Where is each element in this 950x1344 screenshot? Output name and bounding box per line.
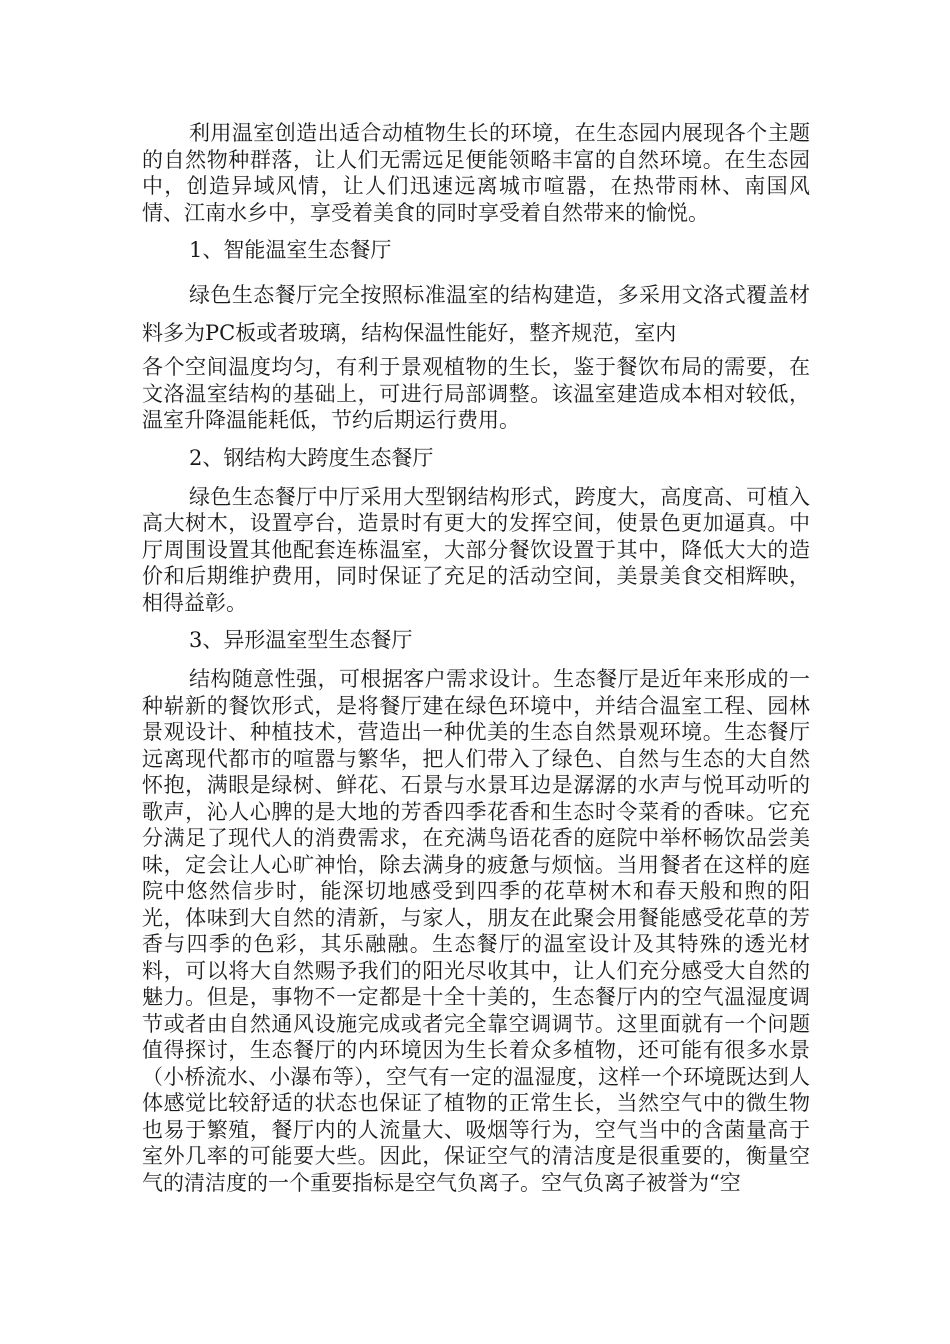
- section-heading-3: 3、异形温室型生态餐厅: [189, 628, 413, 652]
- paragraph-section-3: 结构随意性强，可根据客户需求设计。生态餐厅是近年来形成的一种崭新的餐饮形式，是将餐厅建在绿色环境中，并结合温室工程、园林景观设计、种植技术，营造出一种优美的生态自然景观环境。生态餐厅远离现代都市的喧嚣与繁华，把人们带入了绿色、自然与生态的大自然怀抱，满眼是绿树、鲜花、石景与水景耳边是潺潺的水声与悦耳动听的歌声，沁人心脾的是大地的芳香四季花香和生态时令菜肴的香味。它充分满足了现代人的消费需求，在充满鸟语花香的庭院中举杯畅饮品尝美味，定会让人心旷神怡，除去满身的疲惫与烦恼。当用餐者在这样的庭院中悠然信步时，能深切地感受到四季的花草树木和春天般和煦的阳光，体味到大自然的清新，与家人，朋友在此聚会用餐能感受花草的芳香与四季的色彩，其乐融融。生态餐厅的温室设计及其特殊的透光材料，可以将大自然赐予我们的阳光尽收其中，让人们充分感受大自然的魅力。但是，事物不一定都是十全十美的，生态餐厅内的空气温湿度调节或者由自然通风设施完成或者完全靠空调调节。这里面就有一个问题值得探讨，生态餐厅的内环境因为生长着众多植物，还可能有很多水景（小桥流水、小瀑布等），空气有一定的温湿度，这样一个环境既达到人体感觉比较舒适的状态也保证了植物的正常生长，当然空气中的微生物也易于繁殖，餐厅内的人流量大、吸烟等行为，空气当中的含菌量高于室外几率的可能要大些。因此，保证空气的清洁度是很重要的，衡量空气的清洁度的一个重要指标是空气负离子。空气负离子被誉为“空: [142, 667, 810, 1195]
- section-heading-2: 2、钢结构大跨度生态餐厅: [189, 445, 434, 470]
- paragraph-section-1-part-1: 绿色生态餐厅完全按照标准温室的结构建造，多采用文洛式覆盖材料多为PC板或者玻璃，结构保温性能好，整齐规范，室内: [142, 283, 810, 345]
- document-body: [142, 120, 810, 1196]
- paragraph-section-1-part-2: 各个空间温度均匀，有利于景观植物的生长，鉴于餐饮布局的需要，在文洛温室结构的基础上，可进行局部调整。该温室建造成本相对较低，温室升降温能耗低，节约后期运行费用。: [142, 355, 810, 432]
- paragraph-section-2: 绿色生态餐厅中厅采用大型钢结构形式，跨度大，高度高、可植入高大树木，设置亭台，造景时有更大的发挥空间，使景色更加逼真。中厅周围设置其他配套连栋温室，大部分餐饮设置于其中，降低大大的造价和后期维护费用，同时保证了充足的活动空间，美景美食交相辉映，相得益彰。: [142, 484, 810, 615]
- paragraph-intro: 利用温室创造出适合动植物生长的环境，在生态园内展现各个主题的自然物种群落，让人们无需远足便能领略丰富的自然环境。在生态园中，创造异域风情，让人们迅速远离城市喧嚣，在热带雨林、南国风情、江南水乡中，享受着美食的同时享受着自然带来的愉悦。: [142, 121, 810, 225]
- section-heading-1: 1、智能温室生态餐厅: [189, 238, 392, 262]
